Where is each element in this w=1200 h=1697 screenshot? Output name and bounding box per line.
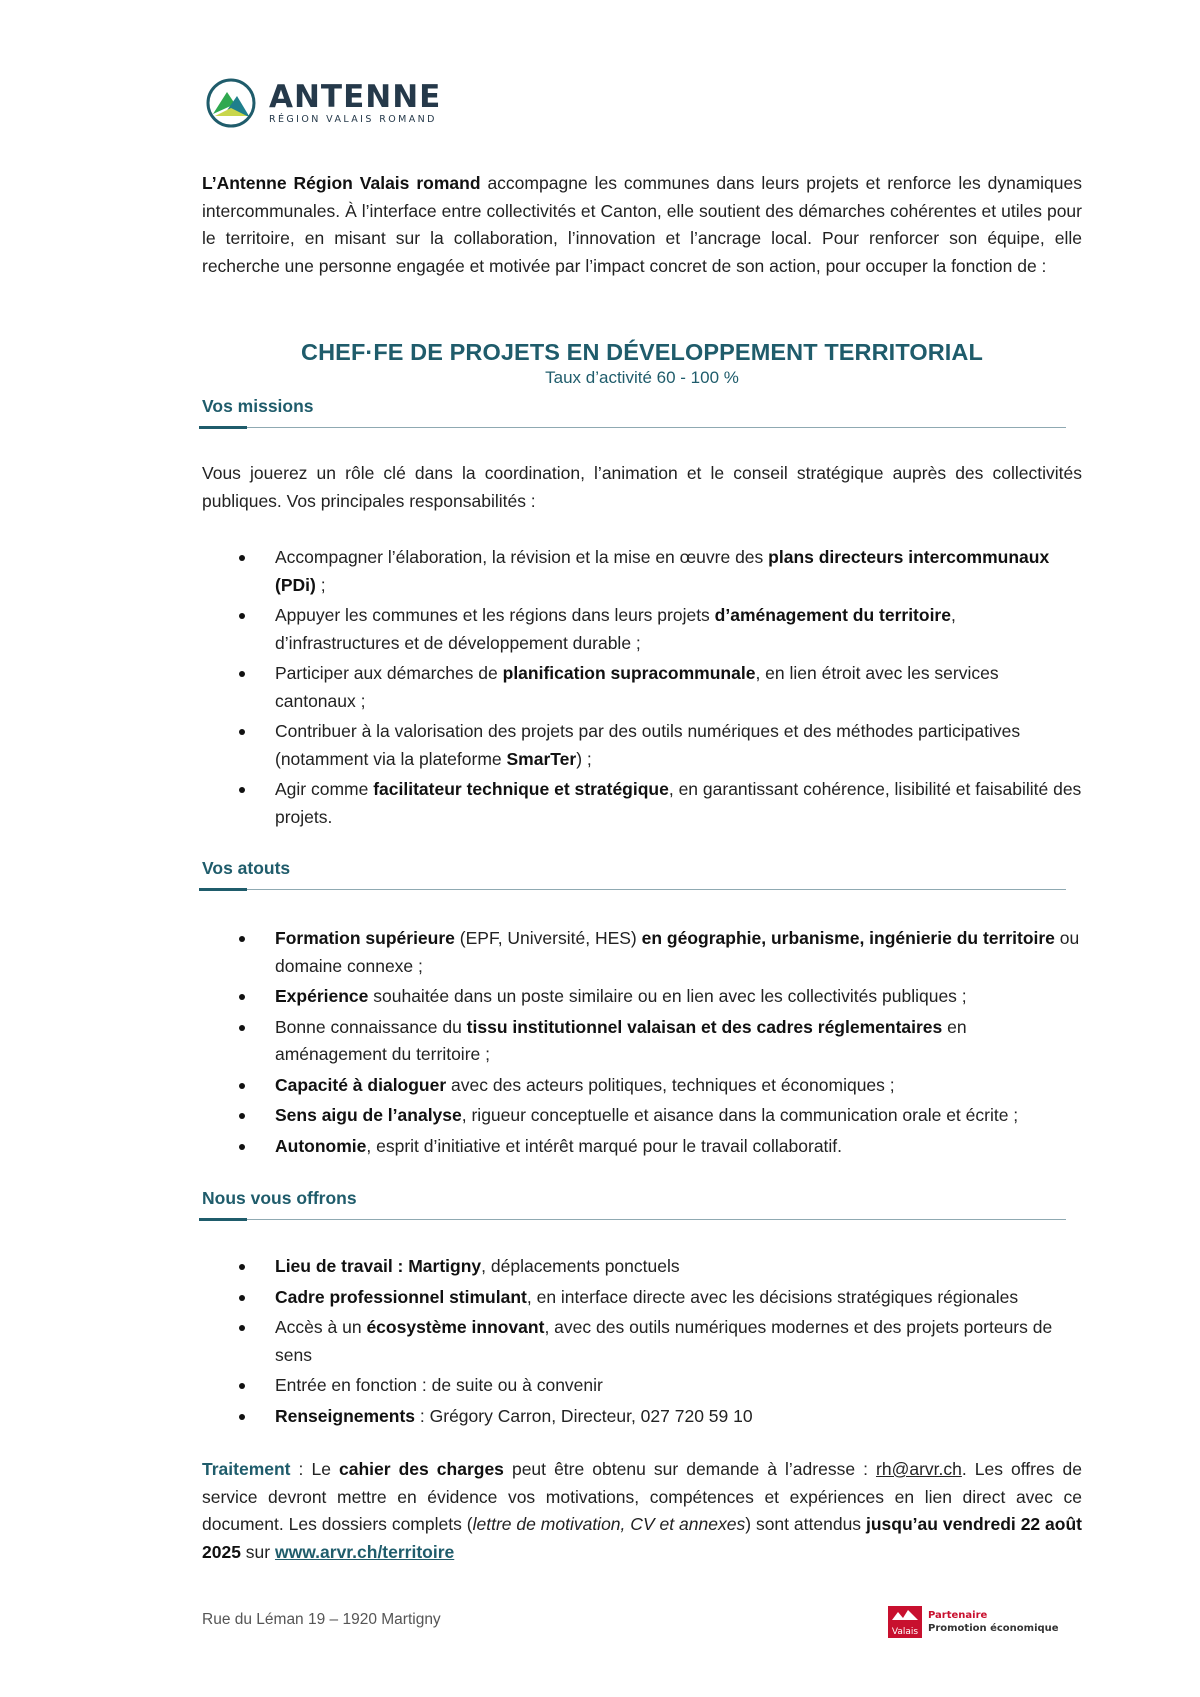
bullet-icon	[239, 1325, 245, 1331]
partner-line1: Partenaire	[928, 1610, 988, 1621]
list-item	[202, 1403, 1082, 1431]
missions-list	[202, 544, 1082, 834]
list-item	[202, 1253, 1082, 1281]
section-atouts-heading	[202, 858, 1066, 891]
item-text: , avec des outils numériques modernes et des projets porteurs de sens	[275, 1317, 1053, 1365]
traitement-text: sur	[240, 1541, 275, 1562]
item-bold: tissu institutionnel valaisan et des cadres réglementaires	[466, 1016, 943, 1037]
item-text: ;	[315, 574, 326, 595]
item-bold: Renseignements	[275, 1405, 416, 1426]
job-title-block	[202, 337, 1082, 389]
traitement-text: ) sont attendus	[745, 1514, 866, 1534]
list-item	[202, 1014, 1082, 1069]
item-bold: planification supracommunale	[502, 663, 756, 683]
item-text: , déplacements ponctuels	[481, 1256, 680, 1276]
list-item	[202, 1372, 1082, 1400]
item-bold: Autonomie	[275, 1135, 367, 1156]
item-bold: facilitateur technique et stratégique	[373, 779, 669, 799]
list-item	[202, 544, 1082, 599]
valais-badge-text: Valais	[891, 1627, 919, 1637]
bullet-icon	[239, 1383, 245, 1389]
logo-subtitle: RÉGION VALAIS ROMAND	[269, 114, 437, 125]
item-bold: d’aménagement du territoire	[714, 605, 951, 625]
item-bold: Lieu de travail : Martigny	[275, 1256, 482, 1276]
valais-badge-icon	[888, 1606, 922, 1638]
missions-intro-text: Vous jouerez un rôle clé dans la coordination, l’animation et le conseil stratégique auprès des collectivités publiques. Vos principales responsabilités :	[202, 463, 1082, 511]
intro-text: accompagne les communes dans leurs projets et renforce les dynamiques intercommunales. À l’interface entre collectivités et Canton, elle soutient des démarches cohérentes et utiles pour le territoire, en misant sur la collaboration, l’innovation et l’ancrage local. Pour renforcer son équipe, elle recherche une personne engagée et motivée par l’impact concret de son action, pour occuper la fonction de :	[202, 173, 1082, 276]
bullet-icon	[239, 1414, 245, 1420]
section-heading-label: Vos missions	[202, 396, 314, 416]
item-bold: plans directeurs intercommunaux (PDi)	[275, 547, 1050, 595]
traitement-italic: lettre de motivation, CV et annexes	[472, 1514, 746, 1534]
item-text: , en interface directe avec les décisions stratégiques régionales	[526, 1286, 1019, 1307]
list-item	[202, 983, 1082, 1011]
item-text: : Grégory Carron, Directeur, 027 720 59 10	[415, 1405, 753, 1426]
traitement-label: Traitement	[202, 1459, 291, 1479]
bullet-icon	[239, 1295, 245, 1301]
list-item	[202, 1314, 1082, 1369]
item-text: , esprit d’initiative et intérêt marqué pour le travail collaboratif.	[366, 1135, 843, 1156]
item-bold: Formation supérieure	[275, 928, 455, 948]
traitement-text: . Les offres de service devront mettre en évidence vos motivations, compétences et expériences en lien direct avec ce document. Les dossiers complets (	[202, 1459, 1082, 1534]
bullet-icon	[239, 1025, 245, 1031]
item-text: en aménagement du territoire ;	[275, 1016, 967, 1064]
bullet-icon	[239, 994, 245, 1000]
logo-name: ANTENNE	[269, 79, 442, 115]
section-offrons-heading	[202, 1188, 1066, 1221]
traitement-text: peut être obtenu sur demande à l’adresse :	[503, 1459, 877, 1479]
bullet-icon	[239, 1144, 245, 1150]
antenne-logo	[205, 78, 441, 128]
list-item	[202, 660, 1082, 715]
section-heading-label: Vos atouts	[202, 858, 291, 878]
item-bold: Sens aigu de l’analyse	[275, 1105, 462, 1125]
list-item	[202, 1072, 1082, 1100]
section-divider	[199, 426, 1066, 429]
item-text: Participer aux démarches de	[275, 663, 503, 683]
traitement-text: : Le	[290, 1459, 339, 1479]
item-text: Contribuer à la valorisation des projets par des outils numériques et des méthodes participatives (notamment via la plateforme	[275, 721, 1021, 769]
bullet-icon	[239, 671, 245, 677]
item-text: avec des acteurs politiques, techniques et économiques ;	[446, 1074, 895, 1095]
bullet-icon	[239, 613, 245, 619]
activity-rate: Taux d’activité 60 - 100 %	[545, 368, 739, 387]
list-item	[202, 602, 1082, 657]
bullet-icon	[239, 1264, 245, 1270]
list-item	[202, 1284, 1082, 1312]
section-missions-heading	[202, 396, 1066, 429]
item-bold: Cadre professionnel stimulant	[275, 1286, 527, 1307]
item-bold: Expérience	[275, 986, 369, 1006]
item-text: , rigueur conceptuelle et aisance dans la communication orale et écrite ;	[461, 1105, 1019, 1125]
item-text: (EPF, Université, HES)	[454, 928, 642, 948]
section-heading-label: Nous vous offrons	[202, 1188, 357, 1208]
org-name: L’Antenne Région Valais romand	[202, 173, 481, 193]
item-text: Entrée en fonction : de suite ou à convenir	[275, 1375, 603, 1395]
list-item	[202, 718, 1082, 773]
section-divider	[199, 888, 1066, 891]
item-bold: SmarTer	[506, 748, 577, 769]
email-link[interactable]: rh@arvr.ch	[876, 1459, 962, 1479]
traitement-bold: cahier des charges	[338, 1459, 504, 1479]
deadline-text: jusqu’au vendredi 22 août 2025	[202, 1514, 1083, 1562]
list-item	[202, 925, 1082, 980]
partner-logo	[888, 1606, 1059, 1638]
item-text: souhaitée dans un poste similaire ou en lien avec les collectivités publiques ;	[368, 986, 967, 1006]
website-link[interactable]: www.arvr.ch/territoire	[274, 1541, 455, 1562]
offrons-list	[202, 1253, 1082, 1433]
item-text: , en lien étroit avec les services cantonaux ;	[275, 663, 999, 711]
item-bold: écosystème innovant	[366, 1317, 545, 1337]
item-text: , d’infrastructures et de développement durable ;	[275, 605, 956, 653]
item-text: Appuyer les communes et les régions dans leurs projets	[275, 605, 715, 625]
bullet-icon	[239, 936, 245, 942]
item-text: Accompagner l’élaboration, la révision et la mise en œuvre des	[275, 547, 769, 567]
intro-paragraph	[202, 170, 1082, 280]
item-bold: Capacité à dialoguer	[275, 1074, 447, 1095]
traitement-paragraph	[202, 1456, 1082, 1566]
section-divider	[199, 1218, 1066, 1221]
list-item	[202, 1102, 1082, 1130]
partner-line2: Promotion économique	[928, 1623, 1059, 1634]
item-text: ) ;	[576, 748, 592, 769]
item-text: Bonne connaissance du	[275, 1016, 467, 1037]
footer-address: Rue du Léman 19 – 1920 Martigny	[202, 1611, 441, 1628]
list-item	[202, 776, 1082, 831]
missions-intro	[202, 460, 1082, 515]
item-text: ou domaine connexe ;	[275, 928, 1080, 976]
bullet-icon	[239, 555, 245, 561]
job-title: CHEF·FE DE PROJETS EN DÉVELOPPEMENT TERRITORIAL	[301, 339, 983, 365]
bullet-icon	[239, 729, 245, 735]
bullet-icon	[239, 787, 245, 793]
item-text: Accès à un	[275, 1317, 367, 1337]
bullet-icon	[239, 1113, 245, 1119]
item-bold: en géographie, urbanisme, ingénierie du territoire	[641, 928, 1055, 948]
atouts-list	[202, 925, 1082, 1163]
antenne-logo-icon	[205, 78, 257, 128]
bullet-icon	[239, 1083, 245, 1089]
item-text: , en garantissant cohérence, lisibilité et faisabilité des projets.	[275, 779, 1082, 827]
list-item	[202, 1133, 1082, 1161]
item-text: Agir comme	[275, 779, 374, 799]
